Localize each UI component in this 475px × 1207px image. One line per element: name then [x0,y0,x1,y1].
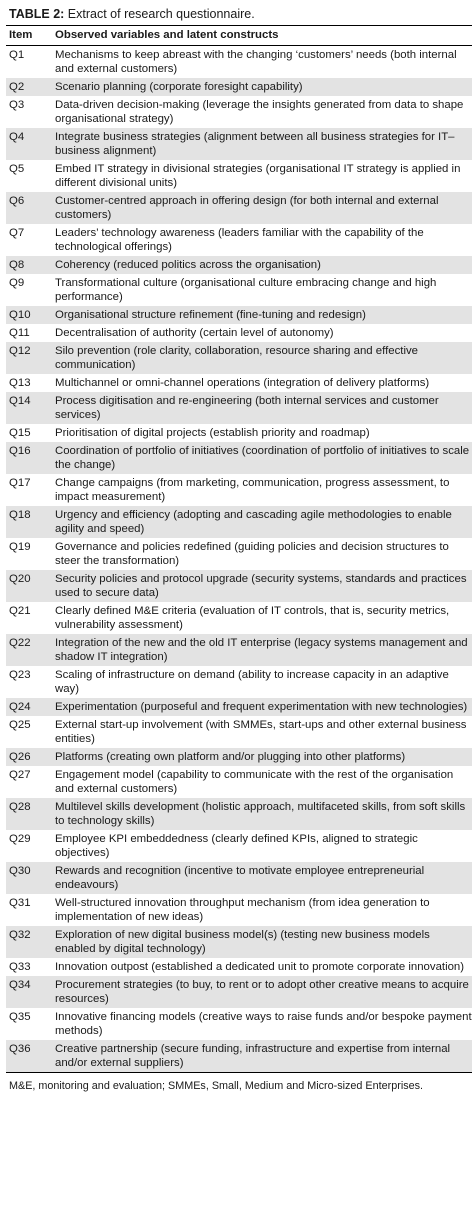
item-code: Q4 [9,131,25,143]
item-code: Q22 [9,637,31,649]
table-row [6,392,472,424]
questionnaire-table [6,25,472,1073]
item-code: Q9 [9,277,25,289]
item-code: Q2 [9,81,25,93]
table-row [6,192,472,224]
item-code: Q21 [9,605,31,617]
table-row [6,698,472,716]
item-code: Q26 [9,751,31,763]
item-description: Mechanisms to keep abreast with the changing ‘customers’ needs (both internal and external customers) [55,49,457,75]
table-row [6,160,472,192]
item-description: Engagement model (capability to communicate with the rest of the organisation and external customers) [55,769,454,795]
item-description: Exploration of new digital business model(s) (testing new business models enabled by digital technology) [55,929,430,955]
item-description: Customer-centred approach in offering design (for both internal and external customers) [55,195,439,221]
item-code: Q27 [9,769,31,781]
table-row [6,958,472,976]
item-description: Prioritisation of digital projects (establish priority and roadmap) [55,427,370,439]
item-code: Q10 [9,309,31,321]
item-code: Q23 [9,669,31,681]
table-row [6,830,472,862]
item-code: Q16 [9,445,31,457]
item-code: Q24 [9,701,31,713]
table-row [6,224,472,256]
item-description: Scaling of infrastructure on demand (ability to increase capacity in an adaptive way) [55,669,449,695]
item-description: Security policies and protocol upgrade (security systems, standards and practices used to secure data) [55,573,467,599]
caption-label: TABLE 2: [9,7,65,21]
item-description: Multilevel skills development (holistic approach, multifaceted skills, from soft skills to technology skills) [55,801,466,827]
caption-text: Extract of research questionnaire. [64,7,255,21]
header-item: Item [6,26,52,46]
item-description: Creative partnership (secure funding, infrastructure and expertise from internal and/or external suppliers) [52,1040,472,1073]
table-row [6,424,472,442]
table-row [6,306,472,324]
table-row [6,602,472,634]
table-row [6,926,472,958]
item-description: Coherency (reduced politics across the organisation) [55,259,321,271]
item-code: Q12 [9,345,31,357]
item-code: Q14 [9,395,31,407]
table-body [6,46,472,1073]
table-row [6,46,472,79]
table-row [6,128,472,160]
item-description: Change campaigns (from marketing, communication, progress assessment, to impact measurement) [55,477,450,503]
item-code: Q3 [9,99,25,111]
item-description: Innovation outpost (established a dedicated unit to promote corporate innovation) [55,961,465,973]
item-code: Q35 [9,1011,31,1023]
table-row [6,96,472,128]
table-row [6,976,472,1008]
item-description: Urgency and efficiency (adopting and cascading agile methodologies to enable agility and speed) [55,509,452,535]
item-code: Q19 [9,541,31,553]
item-code: Q15 [9,427,31,439]
item-code: Q5 [9,163,25,175]
table-row [6,666,472,698]
table-row [6,342,472,374]
table-row [6,862,472,894]
item-description: Process digitisation and re-engineering (both internal services and customer services) [55,395,439,421]
item-description: External start-up involvement (with SMMEs, start-ups and other external business entities) [55,719,467,745]
item-code: Q32 [9,929,31,941]
item-code: Q18 [9,509,31,521]
item-description: Embed IT strategy in divisional strategies (organisational IT strategy is applied in different divisional units) [55,163,461,189]
item-code: Q20 [9,573,31,585]
item-code: Q17 [9,477,31,489]
item-description: Data-driven decision-making (leverage the insights generated from data to shape organisational strategy) [55,99,464,125]
table-row [6,1008,472,1040]
item-description: Platforms (creating own platform and/or plugging into other platforms) [55,751,406,763]
item-description: Innovative financing models (creative ways to raise funds and/or bespoke payment methods) [55,1011,472,1037]
item-code: Q1 [9,49,25,61]
item-description: Silo prevention (role clarity, collaboration, resource sharing and effective communication) [55,345,419,371]
item-description: Governance and policies redefined (guiding policies and decision structures to steer the transformation) [55,541,449,567]
table-row [6,78,472,96]
item-code: Q13 [9,377,31,389]
item-description: Procurement strategies (to buy, to rent or to adopt other creative means to acquire resources) [55,979,469,1005]
table-row [6,324,472,342]
item-code: Q34 [9,979,31,991]
item-code: Q7 [9,227,25,239]
table-row [6,1040,472,1073]
table-row [6,716,472,748]
table-row [6,374,472,392]
item-code: Q30 [9,865,31,877]
table-row [6,798,472,830]
item-code: Q33 [9,961,31,973]
table-row [6,256,472,274]
table-row [6,894,472,926]
item-description: Coordination of portfolio of initiatives (coordination of portfolio of initiatives to scale the change) [55,445,470,471]
table-row [6,442,472,474]
table-caption [6,4,469,25]
item-description: Leaders’ technology awareness (leaders familiar with the capability of the technological offerings) [55,227,424,253]
header-row [6,26,472,46]
item-code: Q6 [9,195,25,207]
table-row [6,474,472,506]
item-description: Decentralisation of authority (certain level of autonomy) [55,327,334,339]
item-description: Rewards and recognition (incentive to motivate employee entrepreneurial endeavours) [55,865,425,891]
header-constructs: Observed variables and latent constructs [52,26,472,46]
item-description: Organisational structure refinement (fine-tuning and redesign) [55,309,366,321]
item-code: Q29 [9,833,31,845]
item-code: Q31 [9,897,31,909]
table-row [6,634,472,666]
item-description: Transformational culture (organisational culture embracing change and high performance) [55,277,437,303]
item-description: Scenario planning (corporate foresight capability) [55,81,303,93]
table-row [6,570,472,602]
table-row [6,538,472,570]
item-code: Q25 [9,719,31,731]
table-row [6,274,472,306]
item-description: Multichannel or omni-channel operations (integration of delivery platforms) [55,377,430,389]
table-row [6,506,472,538]
table-footnote: M&E, monitoring and evaluation; SMMEs, Small, Medium and Micro-sized Enterprises. [9,1080,424,1092]
item-description: Experimentation (purposeful and frequent experimentation with new technologies) [55,701,468,713]
item-description: Employee KPI embeddedness (clearly defined KPIs, aligned to strategic objectives) [55,833,418,859]
item-code: Q8 [9,259,25,271]
table-row [6,748,472,766]
item-code: Q28 [9,801,31,813]
item-code: Q36 [6,1040,52,1073]
item-description: Clearly defined M&E criteria (evaluation of IT controls, that is, security metrics, vulnerability assessment) [55,605,450,631]
item-description: Well-structured innovation throughput mechanism (from idea generation to implementation of new ideas) [55,897,430,923]
item-description: Integration of the new and the old IT enterprise (legacy systems management and shadow IT integration) [55,637,468,663]
table-row [6,766,472,798]
item-description: Integrate business strategies (alignment between all business strategies for IT–business alignment) [55,131,455,157]
item-code: Q11 [9,327,30,339]
